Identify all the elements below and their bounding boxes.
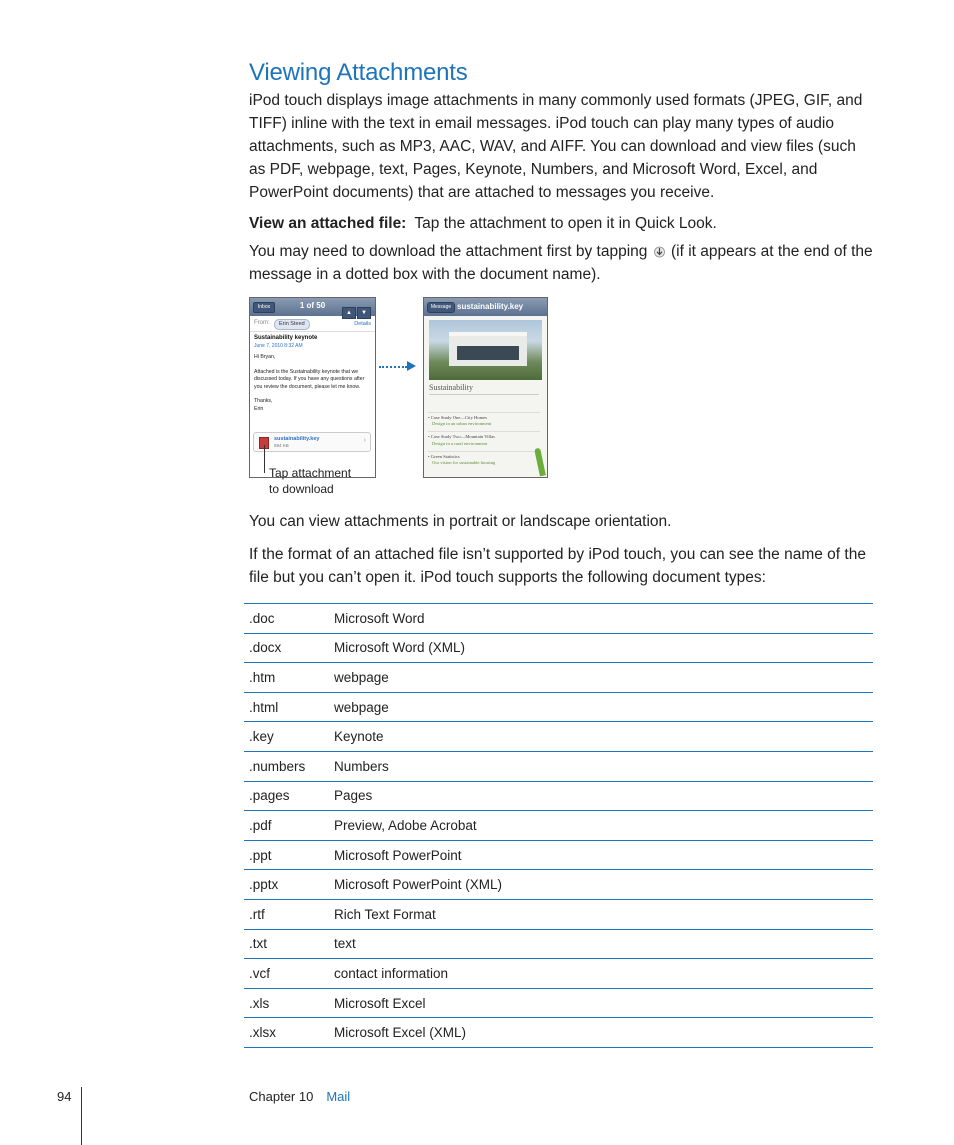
message-counter: 1 of 50 xyxy=(299,301,326,310)
file-extension: .numbers xyxy=(244,751,329,781)
download-text-after: (if it appears at the end of the message in a dotted box with the document name). xyxy=(249,243,873,283)
slide-item-title: • Case Study Two—Mountain Villas xyxy=(428,434,495,440)
email-nav-bar xyxy=(250,298,375,316)
quicklook-nav-bar xyxy=(424,298,547,316)
email-body: Hi Bryan, Attached is the Sustainability keynote that we discussed today. If you have any questions after you review the document, please let me know. Thanks, Erin xyxy=(254,354,365,412)
table-row xyxy=(244,1018,873,1048)
file-type-description: Microsoft Word xyxy=(329,604,873,634)
file-extension: .pdf xyxy=(244,811,329,841)
download-text-before: You may need to download the attachment first by tapping xyxy=(249,243,648,260)
table-row xyxy=(244,929,873,959)
house-window xyxy=(457,346,519,360)
file-type-description: Microsoft PowerPoint xyxy=(329,840,873,870)
table-row xyxy=(244,840,873,870)
file-type-description: Keynote xyxy=(329,722,873,752)
file-extension: .vcf xyxy=(244,959,329,989)
table-row xyxy=(244,811,873,841)
table-row xyxy=(244,781,873,811)
file-extension: .pages xyxy=(244,781,329,811)
file-type-description: Rich Text Format xyxy=(329,899,873,929)
chapter-label: Chapter 10 xyxy=(249,1089,314,1104)
table-row xyxy=(244,692,873,722)
quicklook-title: sustainability.key xyxy=(457,302,524,311)
task-text: Tap the attachment to open it in Quick Look. xyxy=(414,215,717,232)
attachment-name: sustainability.key xyxy=(274,436,320,442)
file-extension: .pptx xyxy=(244,870,329,900)
slide-item-sub: Our vision for sustainable housing xyxy=(432,460,496,466)
attachment-size: 594 KB xyxy=(274,443,289,448)
file-extension: .html xyxy=(244,692,329,722)
slide-item-sub: Design in a rural environment xyxy=(432,440,488,446)
section-heading: Viewing Attachments xyxy=(249,59,468,86)
table-row xyxy=(244,899,873,929)
attachment-row[interactable] xyxy=(253,432,371,452)
sender-chip[interactable]: Erin Steed xyxy=(274,319,310,330)
document-types-table xyxy=(244,603,873,1048)
download-arrow-icon xyxy=(654,245,665,258)
file-extension: .doc xyxy=(244,604,329,634)
page-number: 94 xyxy=(57,1089,72,1104)
table-row xyxy=(244,870,873,900)
task-label: View an attached file: xyxy=(249,215,407,232)
chevron-right-icon: › xyxy=(363,437,366,444)
attachment-figure xyxy=(249,297,549,497)
message-arrows xyxy=(341,301,371,319)
callout-line xyxy=(264,445,265,473)
next-message-icon[interactable]: ▼ xyxy=(357,307,371,319)
previous-message-icon[interactable]: ▲ xyxy=(342,307,356,319)
file-type-description: Microsoft Excel xyxy=(329,988,873,1018)
from-label: From: xyxy=(254,320,270,326)
slide-item xyxy=(428,412,540,431)
file-extension: .ppt xyxy=(244,840,329,870)
header-divider xyxy=(250,331,375,332)
intro-paragraph: iPod touch displays image attachments in many commonly used formats (JPEG, GIF, and TIFF) inline with the text in email messages. iPod touch can play many types of audio attachments, such as MP3, AAC, WAV, and AIFF. You can download and view files (such as PDF, webpage, text, Pages, Keynote, Numbers, and Microsoft Word, Excel, and PowerPoint documents) that are attached to messages you receive. xyxy=(249,92,863,201)
table-row xyxy=(244,633,873,663)
file-extension: .xlsx xyxy=(244,1018,329,1048)
file-type-description: Numbers xyxy=(329,751,873,781)
email-subject: Sustainability keynote xyxy=(254,335,318,341)
slide-item-title: • Case Study One—City Homes xyxy=(428,415,488,420)
chapter-name: Mail xyxy=(326,1089,351,1104)
quicklook-screen xyxy=(423,297,548,478)
message-back-button[interactable]: Message xyxy=(427,302,455,313)
slide-item xyxy=(428,451,540,470)
email-screen xyxy=(249,297,376,478)
table-row xyxy=(244,663,873,693)
file-type-description: contact information xyxy=(329,959,873,989)
file-type-description: Preview, Adobe Acrobat xyxy=(329,811,873,841)
chapter-footer xyxy=(249,1089,350,1104)
slide-heading: Sustainability xyxy=(429,383,473,392)
task-paragraph xyxy=(249,212,873,235)
file-type-description: webpage xyxy=(329,692,873,722)
inbox-button[interactable]: Inbox xyxy=(253,302,275,313)
table-row xyxy=(244,604,873,634)
dotted-connector xyxy=(379,366,407,369)
file-extension: .txt xyxy=(244,929,329,959)
file-extension: .docx xyxy=(244,633,329,663)
file-type-description: Microsoft PowerPoint (XML) xyxy=(329,870,873,900)
slide-item-sub: Design in an urban environment xyxy=(432,421,492,427)
main-content xyxy=(249,58,873,286)
table-row xyxy=(244,722,873,752)
slide-divider xyxy=(429,394,539,395)
slide-item-title: • Green Statistics xyxy=(428,453,460,459)
file-type-description: Microsoft Excel (XML) xyxy=(329,1018,873,1048)
table-row xyxy=(244,959,873,989)
orientation-paragraph: You can view attachments in portrait or landscape orientation. xyxy=(249,513,672,530)
slide-items xyxy=(428,412,540,470)
file-type-description: Pages xyxy=(329,781,873,811)
callout-text: Tap attachment to download xyxy=(269,466,352,496)
table-row xyxy=(244,751,873,781)
house-shape xyxy=(449,332,527,366)
unsupported-paragraph: If the format of an attached file isn’t supported by iPod touch, you can see the name of the file but you can’t open it. iPod touch supports the following document types: xyxy=(249,546,866,586)
file-extension: .xls xyxy=(244,988,329,1018)
house-photo xyxy=(429,320,542,380)
slide-item xyxy=(428,431,540,450)
file-extension: .htm xyxy=(244,663,329,693)
email-date: June 7, 2010 8:32 AM xyxy=(254,343,303,349)
table-row xyxy=(244,988,873,1018)
footer-divider xyxy=(81,1087,82,1145)
file-type-description: text xyxy=(329,929,873,959)
file-type-description: Microsoft Word (XML) xyxy=(329,633,873,663)
arrow-right-icon xyxy=(407,361,416,371)
file-type-description: webpage xyxy=(329,663,873,693)
file-extension: .key xyxy=(244,722,329,752)
file-extension: .rtf xyxy=(244,899,329,929)
details-link[interactable]: Details xyxy=(354,321,371,327)
download-paragraph xyxy=(249,240,873,286)
